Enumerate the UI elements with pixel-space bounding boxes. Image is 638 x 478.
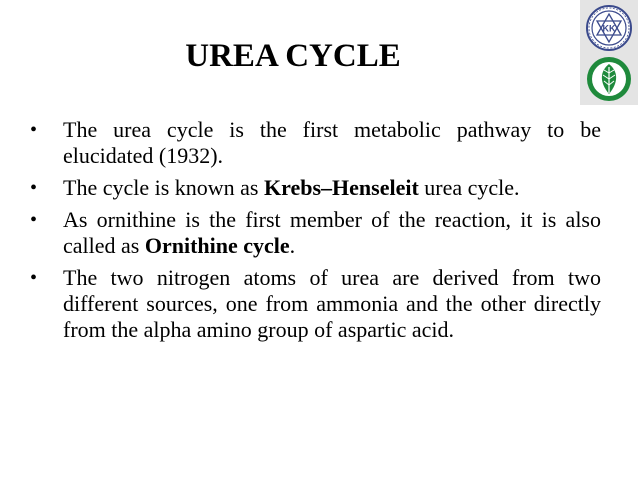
bullet-text-bold: Ornithine cycle	[144, 233, 290, 258]
leaf-emblem-icon	[585, 55, 633, 103]
bullet-item	[28, 117, 601, 169]
bullet-list	[28, 117, 601, 349]
bullet-dot-icon: •	[30, 209, 38, 231]
bullet-text-bold: Krebs–Henseleit	[264, 175, 419, 200]
slide-title: UREA CYCLE	[185, 38, 401, 74]
bullet-text-after: urea cycle.	[418, 175, 520, 200]
bullet-item	[28, 175, 601, 201]
bullet-dot-icon: •	[30, 177, 38, 199]
bullet-text-before: The cycle is known as	[63, 175, 264, 200]
seal-text: KK	[602, 23, 616, 34]
bullet-dot-icon: •	[30, 267, 38, 289]
bullet-text: The two nitrogen atoms of urea are derived from two different sources, one from ammonia and the other directly from the alpha amino group of aspartic acid.	[63, 265, 601, 342]
bullet-text-after: .	[289, 233, 296, 258]
bullet-item	[28, 207, 601, 259]
bullet-text: The urea cycle is the first metabolic pathway to be elucidated (1932).	[63, 117, 601, 168]
bullet-text-before: As ornithine is the first member of the reaction, it is also called as	[63, 207, 601, 258]
institution-seal-icon	[585, 4, 633, 52]
bullet-item	[28, 265, 601, 343]
bullet-dot-icon: •	[30, 119, 38, 141]
